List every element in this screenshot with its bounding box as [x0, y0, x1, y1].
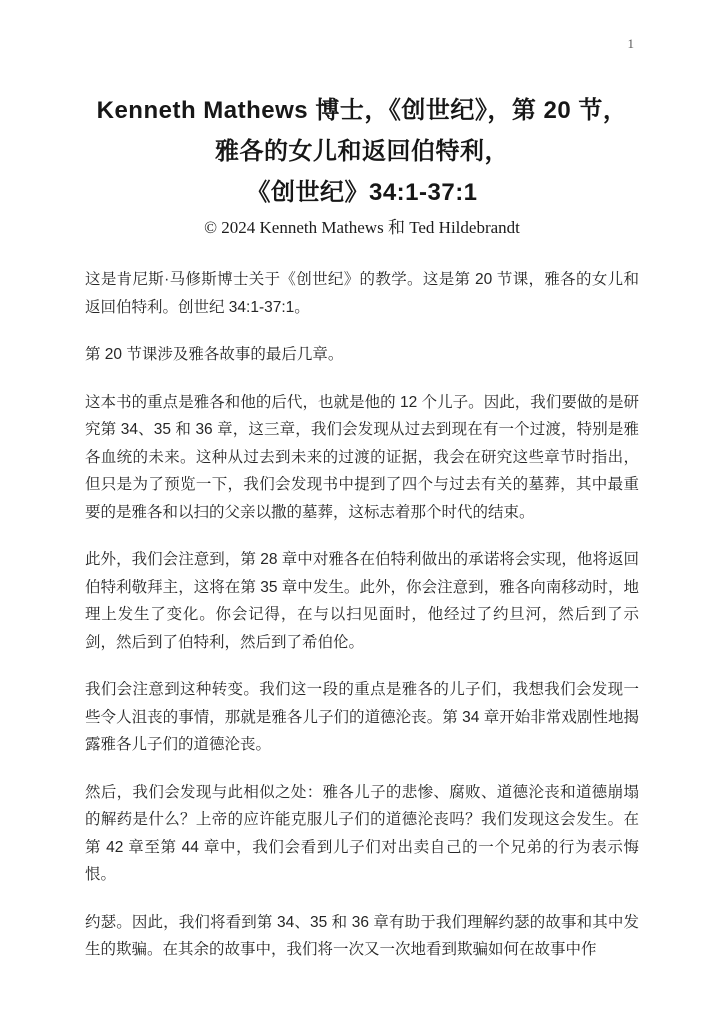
document-body: [85, 266, 639, 964]
paragraph: 第 20 节课涉及雅各故事的最后几章。: [85, 346, 344, 363]
paragraph: 我们会注意到这种转变。我们这一段的重点是雅各的儿子们，我想我们会发现一些令人沮丧的事情，那就是雅各儿子们的道德沦丧。第 34 章开始非常戏剧性地揭露雅各儿子们的道德沦丧。: [85, 681, 639, 753]
paragraph: 约瑟。因此，我们将看到第 34、35 和 36 章有助于我们理解约瑟的故事和其中发生的欺骗。在其余的故事中，我们将一次又一次地看到欺骗如何在故事中作: [85, 913, 639, 958]
paragraph: 这是肯尼斯·马修斯博士关于《创世纪》的教学。这是第 20 节课，雅各的女儿和返回伯特利。创世纪 34:1-37:1。: [85, 271, 639, 316]
copyright-line: © 2024 Kenneth Mathews 和 Ted Hildebrandt: [204, 218, 520, 237]
title-line-3: 《创世纪》34:1-37:1: [246, 179, 478, 206]
title-line-1: Kenneth Mathews 博士，《创世纪》，第 20 节，: [96, 97, 628, 124]
title-line-2: 雅各的女儿和返回伯特利，: [215, 138, 509, 165]
document-title: [60, 0, 664, 213]
paragraph: 此外，我们会注意到，第 28 章中对雅各在伯特利做出的承诺将会实现，他将返回伯特利敬拜主，这将在第 35 章中发生。此外，你会注意到，雅各向南移动时，地理上发生了变化。你会记得，在与以扫见面时，他经过了约旦河，然后到了示剑，然后到了伯特利，然后到了希伯伦。: [85, 551, 639, 651]
paragraph: 这本书的重点是雅各和他的后代，也就是他的 12 个儿子。因此，我们要做的是研究第 34、35 和 36 章，这三章，我们会发现从过去到现在有一个过渡，特别是雅各血统的未来。这种从过去到未来的过渡的证据，我会在研究这些章节时指出，但只是为了预览一下，我们会发现书中提到了四个与过去有关的墓葬，其中最重要的是雅各和以扫的父亲以撒的墓葬，这标志着那个时代的结束。: [85, 393, 639, 521]
paragraph: 然后，我们会发现与此相似之处：雅各儿子的悲惨、腐败、道德沦丧和道德崩塌的解药是什么？上帝的应许能克服儿子们的道德沦丧吗？我们发现这会发生。在第 42 章至第 44 章中，我们会看到儿子们对出卖自己的一个兄弟的行为表示悔恨。: [85, 783, 639, 883]
page-number: 1: [627, 36, 634, 51]
